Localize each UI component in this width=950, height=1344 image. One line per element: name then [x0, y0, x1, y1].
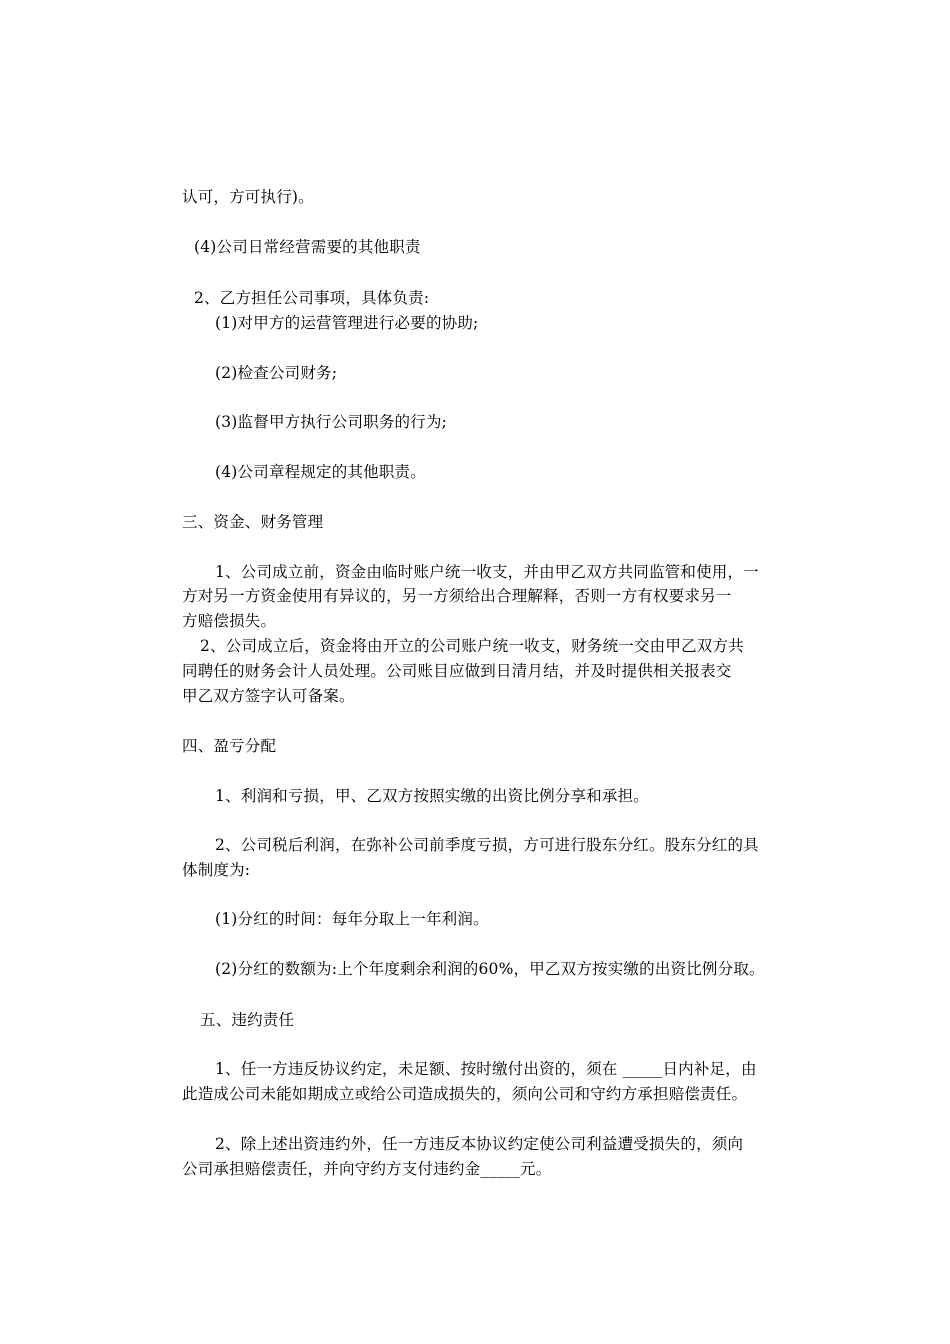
text-line: (3)监督甲方执行公司职务的行为;	[215, 413, 448, 431]
text-line: 2、除上述出资违约外，任一方违反本协议约定使公司利益遭受损失的，须向	[215, 1135, 744, 1153]
section-heading: 五、违约责任	[200, 1011, 295, 1029]
text-line: 认可，方可执行)。	[182, 188, 314, 206]
text-line: 体制度为:	[182, 861, 251, 879]
text-line: (1)分红的时间：每年分取上一年利润。	[215, 910, 489, 928]
section-heading: 四、盈亏分配	[182, 737, 277, 755]
text-line: (1)对甲方的运营管理进行必要的协助;	[215, 314, 479, 332]
section-heading: 三、资金、财务管理	[182, 513, 324, 531]
text-line: (2)分红的数额为:上个年度剩余利润的60%，甲乙双方按实缴的出资比例分取。	[215, 960, 765, 978]
text-line: 1、任一方违反协议约定，未足额、按时缴付出资的，须在 _____日内补足，由	[215, 1060, 757, 1078]
text-line: 2、乙方担任公司事项，具体负责:	[194, 289, 430, 307]
text-line: 方赔偿损失。	[182, 612, 277, 630]
text-line: 2、公司成立后，资金将由开立的公司账户统一收支，财务统一交由甲乙双方共	[200, 637, 744, 655]
text-line: (4)公司章程规定的其他职责。	[215, 463, 426, 481]
text-line: 公司承担赔偿责任，并向守约方支付违约金_____元。	[182, 1160, 552, 1178]
text-line: 甲乙双方签字认可备案。	[182, 687, 355, 705]
text-line: 方对另一方资金使用有异议的，另一方须给出合理解释，否则一方有权要求另一	[182, 587, 732, 605]
text-line: 2、公司税后利润，在弥补公司前季度亏损，方可进行股东分红。股东分红的具	[215, 836, 759, 854]
text-line: 1、利润和亏损，甲、乙双方按照实缴的出资比例分享和承担。	[215, 787, 649, 805]
text-line: 1、公司成立前，资金由临时账户统一收支，并由甲乙双方共同监管和使用，一	[215, 563, 759, 581]
text-line: (4)公司日常经营需要的其他职责	[194, 238, 421, 256]
text-line: 此造成公司未能如期成立或给公司造成损失的，须向公司和守约方承担赔偿责任。	[182, 1085, 748, 1103]
text-line: (2)检查公司财务;	[215, 364, 338, 382]
text-line: 同聘任的财务会计人员处理。公司账目应做到日清月结，并及时提供相关报表交	[182, 662, 732, 680]
